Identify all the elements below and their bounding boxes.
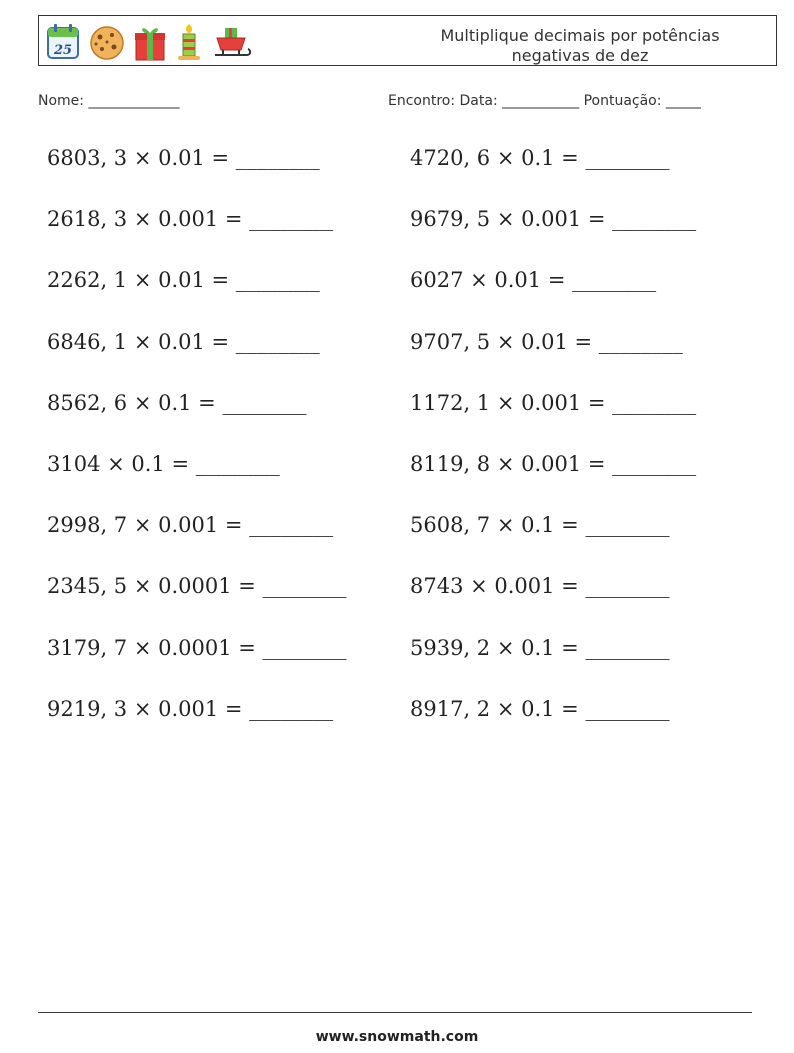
worksheet-header <box>38 15 777 66</box>
problem-19: 9219, 3 × 0.001 = ________ <box>47 696 334 721</box>
gift-icon <box>133 22 167 62</box>
problem-5: 2262, 1 × 0.01 = ________ <box>47 268 320 293</box>
problem-1: 6803, 3 × 0.01 = ________ <box>47 146 320 170</box>
footer-divider <box>38 1012 752 1013</box>
problem-17: 3179, 7 × 0.0001 = ________ <box>47 635 347 660</box>
title-line-2: negativas de dez <box>511 46 649 65</box>
problem-7: 6846, 1 × 0.01 = ________ <box>47 329 320 354</box>
problem-15: 2345, 5 × 0.0001 = ________ <box>47 574 347 599</box>
problem-row <box>47 391 767 452</box>
problem-20: 8917, 2 × 0.1 = ________ <box>410 696 670 721</box>
problem-13: 2998, 7 × 0.001 = ________ <box>47 513 334 538</box>
problem-9: 8562, 6 × 0.1 = ________ <box>47 390 307 415</box>
icon-strip <box>45 22 253 62</box>
problem-6: 6027 × 0.01 = ________ <box>410 268 657 293</box>
problem-row <box>47 452 767 513</box>
calendar-day: 25 <box>53 43 73 58</box>
problem-11: 3104 × 0.1 = ________ <box>47 451 280 476</box>
sleigh-icon <box>211 22 253 62</box>
title-line-1: Multiplique decimais por potências <box>440 26 720 45</box>
name-field-label: Nome: _____________ <box>38 93 180 109</box>
problem-16: 8743 × 0.001 = ________ <box>410 574 670 599</box>
problem-row <box>47 574 767 635</box>
problem-3: 2618, 3 × 0.001 = ________ <box>47 207 334 232</box>
date-score-label: Encontro: Data: ___________ Pontuação: _____ <box>388 93 701 109</box>
problem-row <box>47 268 767 329</box>
problem-10: 1172, 1 × 0.001 = ________ <box>410 390 697 415</box>
problem-list <box>47 146 767 758</box>
problem-2: 4720, 6 × 0.1 = ________ <box>410 146 670 170</box>
problem-row <box>47 330 767 391</box>
problem-12: 8119, 8 × 0.001 = ________ <box>410 451 697 476</box>
problem-4: 9679, 5 × 0.001 = ________ <box>410 207 697 232</box>
candle-icon <box>173 22 205 62</box>
problem-row <box>47 636 767 697</box>
problem-18: 5939, 2 × 0.1 = ________ <box>410 635 670 660</box>
problem-8: 9707, 5 × 0.01 = ________ <box>410 329 683 354</box>
problem-row <box>47 697 767 758</box>
problem-row <box>47 207 767 268</box>
calendar-icon <box>45 22 81 62</box>
cookie-icon <box>87 22 127 62</box>
worksheet-title <box>430 26 730 66</box>
footer-url: www.snowmath.com <box>315 1029 479 1045</box>
problem-row <box>47 513 767 574</box>
problem-14: 5608, 7 × 0.1 = ________ <box>410 513 670 538</box>
problem-row <box>47 146 767 207</box>
